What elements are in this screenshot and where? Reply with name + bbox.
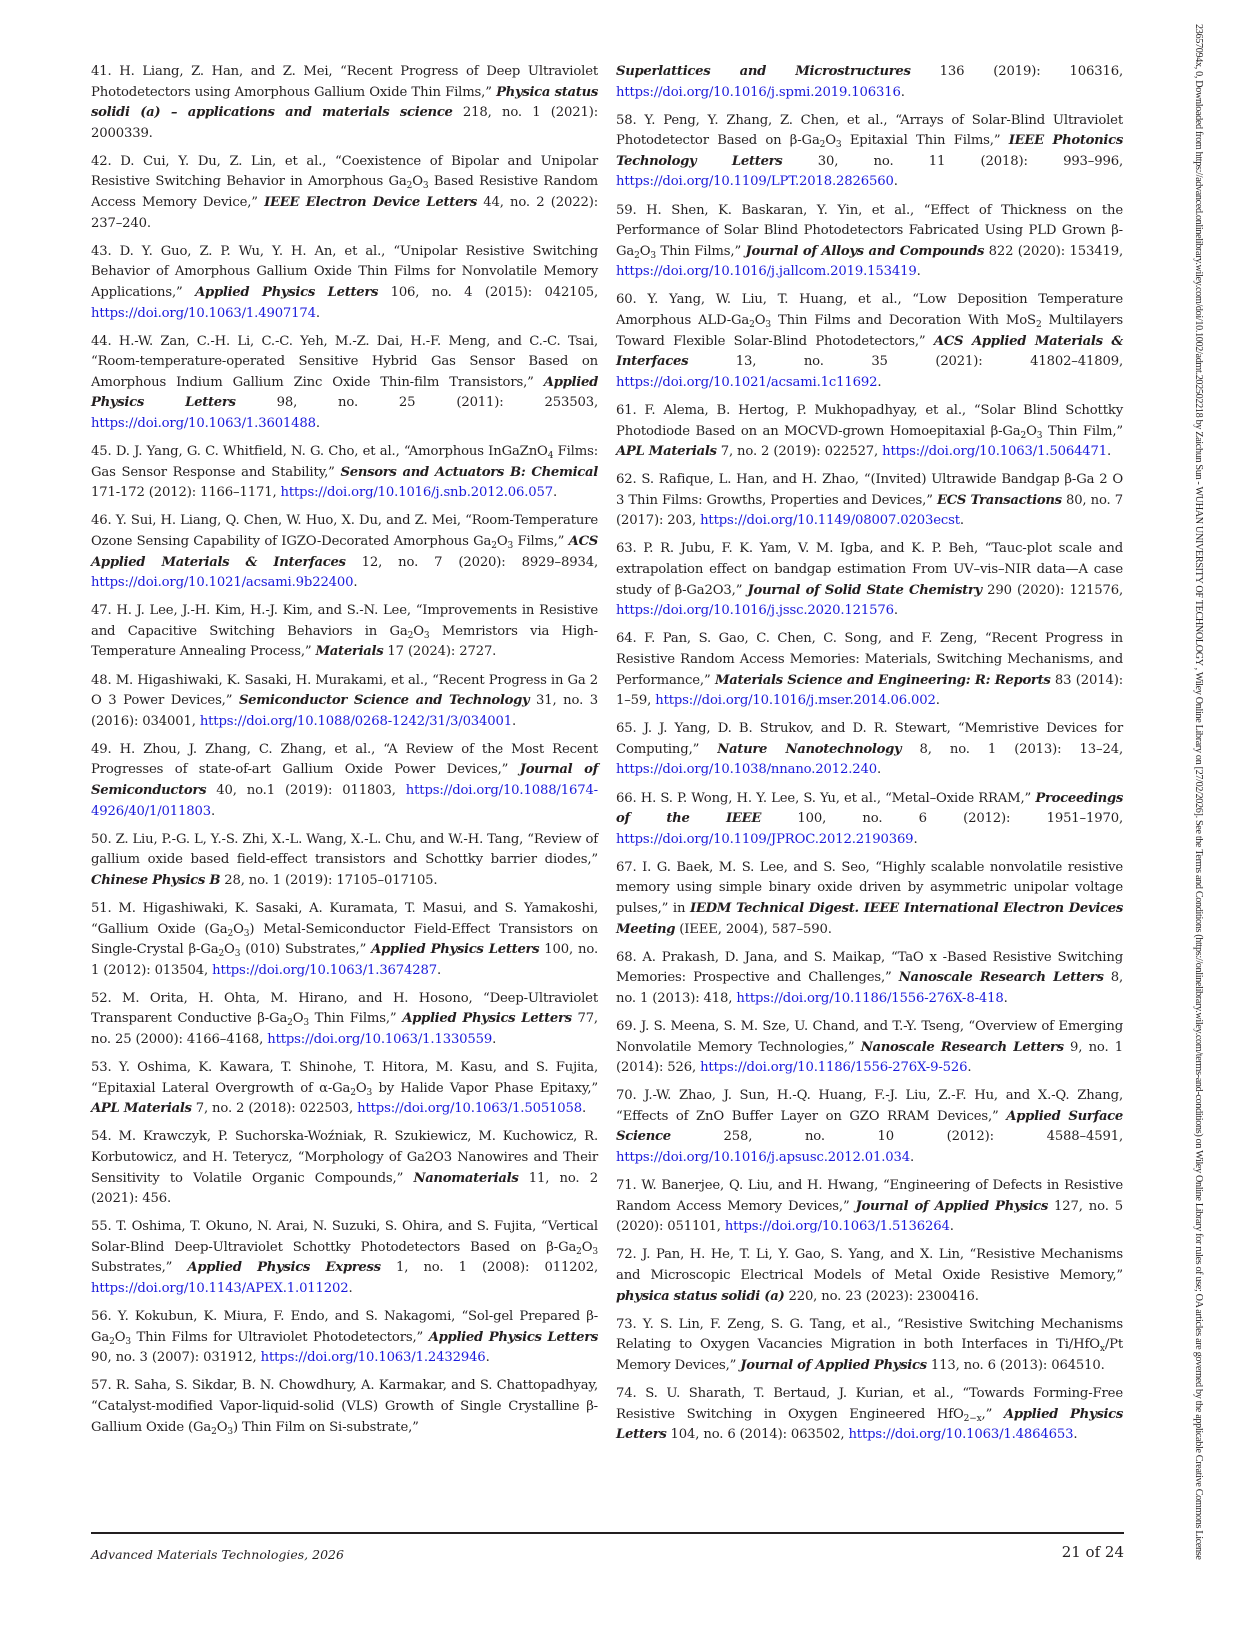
doi-link[interactable]: https://doi.org/10.1016/j.mser.2014.06.002 <box>655 693 936 709</box>
reference-text: 258, no. 10 (2012): 4588–4591, <box>670 1129 1123 1145</box>
reference-entry-64 <box>616 629 1123 711</box>
reference-text: 8, no. 1 (2013): 13–24, <box>901 741 1123 757</box>
reference-entry-71 <box>616 1176 1123 1238</box>
reference-entry-66 <box>616 789 1123 851</box>
reference-text: 136 (2019): 106316, <box>910 64 1123 79</box>
doi-link[interactable]: https://doi.org/10.1143/APEX.1.011202 <box>91 1281 349 1297</box>
doi-link[interactable]: https://doi.org/10.1063/1.5051058 <box>357 1101 583 1117</box>
journal-name: Physica status solidi (a) – applications and materials science <box>91 84 599 121</box>
reference-text: 47. H. J. Lee, J.-H. Kim, H.-J. Kim, and S.-N. Lee, “Improvements in Resistive and Capacitive Switching Behaviors in Ga <box>91 603 598 639</box>
reference-text: . <box>437 962 442 978</box>
reference-text: 73. Y. S. Lin, F. Zeng, S. G. Tang, et al., “Resistive Switching Mechanisms Relating to Oxygen Vacancies Migration in both Interfaces in Ti/HfO <box>616 1316 1123 1353</box>
reference-text: . <box>877 762 882 778</box>
journal-name: IEEE Electron Device Letters <box>264 195 477 211</box>
reference-text: . <box>353 575 358 591</box>
doi-link[interactable]: https://doi.org/10.1063/1.2432946 <box>260 1350 486 1366</box>
reference-text: O <box>413 623 424 639</box>
reference-text: O <box>412 174 423 190</box>
reference-text: . <box>877 374 882 390</box>
references-right-column <box>616 62 1123 1453</box>
reference-text: . <box>1003 990 1008 1006</box>
reference-text: 218, no. 1 (2021): 2000339. <box>91 105 598 141</box>
journal-name: Applied Physics Letters <box>616 1406 1124 1443</box>
journal-name: APL Materials <box>91 1101 192 1117</box>
reference-text: Multilayers Toward Flexible Solar-Blind Photodetectors,” <box>616 313 1124 349</box>
journal-name: Nanomaterials <box>413 1170 519 1186</box>
reference-text: Memristors via High-Temperature Annealing Process,” <box>91 623 598 660</box>
journal-name: ECS Transactions <box>936 492 1062 508</box>
journal-name: Journal of Applied Physics <box>855 1198 1048 1214</box>
reference-text: 62. S. Rafique, L. Han, and H. Zhao, “(Invited) Ultrawide Bandgap β-Ga 2 O 3 Thin Films: Growths, Properties and Devices,” <box>616 472 1123 508</box>
reference-text: 74. S. U. Sharath, T. Bertaud, J. Kurian, et al., “Towards Forming-Free Resistive Switching in Oxygen Engineered HfO <box>616 1385 1123 1422</box>
reference-text: 7, no. 2 (2019): 022527, <box>716 444 883 460</box>
reference-entry-43 <box>91 242 598 324</box>
reference-text: 113, no. 6 (2013): 064510. <box>926 1357 1105 1373</box>
subscript: 3 <box>227 1426 233 1437</box>
reference-text: 63. P. R. Jubu, F. K. Yam, V. M. Igba, and K. P. Beh, “Tauc-plot scale and extrapolation effect on bandgap estimation From UV–vis–NIR data—A case study of β-Ga2O3,” <box>616 541 1123 598</box>
reference-text: O <box>825 133 836 149</box>
reference-text: O <box>1026 423 1037 439</box>
reference-text: O <box>639 243 651 259</box>
journal-name: Superlattices and Microstructures <box>616 64 911 79</box>
reference-entry-46 <box>91 511 598 593</box>
subscript: 2 <box>406 181 413 192</box>
reference-text: . <box>315 416 320 431</box>
reference-text: 71. W. Banerjee, Q. Liu, and H. Hwang, “Engineering of Defects in Resistive Random Access Memory Devices,” <box>616 1178 1123 1214</box>
reference-text: 42. D. Cui, Y. Du, Z. Lin, et al., “Coexistence of Bipolar and Unipolar Resistive Switching Behavior in Amorphous Ga <box>91 153 598 190</box>
subscript: 3 <box>1036 430 1043 441</box>
reference-text: . <box>492 1032 497 1048</box>
doi-link[interactable]: https://doi.org/10.1016/j.jssc.2020.121576 <box>616 603 894 619</box>
subscript: 2 <box>634 250 640 261</box>
subscript: 3 <box>303 1018 309 1029</box>
subscript: 2 <box>109 1336 115 1347</box>
journal-name: Sensors and Actuators B: Chemical <box>340 464 598 480</box>
reference-entry-58 <box>616 111 1123 193</box>
reference-text: 28, no. 1 (2019): 17105–017105. <box>220 872 438 888</box>
reference-text: 70. J.-W. Zhao, J. Sun, H.-Q. Huang, F.-J. Liu, Z.-F. Hu, and X.-Q. Zhang, “Effects of ZnO Buffer Layer on GZO RRAM Devices,” <box>616 1088 1123 1124</box>
reference-text: 46. Y. Sui, H. Liang, Q. Chen, W. Huo, X. Du, and Z. Mei, “Room-Temperature Ozone Sensing Capability of IGZO-Decorated Amorphous Ga <box>91 513 598 549</box>
reference-entry-50 <box>91 830 598 892</box>
doi-link[interactable]: https://doi.org/10.1063/1.4907174 <box>91 305 316 321</box>
reference-entry-44 <box>91 332 598 435</box>
journal-name: IEDM Technical Digest. IEEE International Electron Devices Meeting <box>616 900 1123 937</box>
reference-entry-48 <box>91 671 598 733</box>
reference-entry-60 <box>616 290 1123 393</box>
subscript: 2 <box>1035 320 1042 331</box>
reference-entry-68 <box>616 948 1123 1010</box>
reference-entry-45 <box>91 442 598 504</box>
doi-link[interactable]: https://doi.org/10.1016/j.jallcom.2019.153419 <box>616 264 917 280</box>
subscript: 3 <box>592 1246 598 1257</box>
reference-text: Thin Films and Decoration With MoS <box>770 313 1036 329</box>
doi-link[interactable]: https://doi.org/10.1063/1.4864653 <box>848 1427 1074 1443</box>
reference-text: . <box>893 174 898 190</box>
reference-text: 31, no. 3 (2016): 034001, <box>91 693 598 729</box>
reference-text: 127, no. 5 (2020): 051101, <box>616 1198 1123 1235</box>
reference-text: 106, no. 4 (2015): 042105, <box>378 284 598 300</box>
reference-text: 61. F. Alema, B. Hertog, P. Mukhopadhyay, et al., “Solar Blind Schottky Photodiode Based on an MOCVD-grown Homoepitaxial β-Ga <box>616 402 1123 439</box>
reference-entry-62 <box>616 470 1123 532</box>
reference-entry-42 <box>91 152 598 234</box>
subscript: 2 <box>350 1087 356 1098</box>
reference-text: 822 (2020): 153419, <box>984 243 1123 259</box>
reference-text: 48. M. Higashiwaki, K. Sasaki, H. Murakami, et al., “Recent Progress in Ga 2 O 3 Power Devices,” <box>91 672 598 709</box>
doi-link[interactable]: https://doi.org/10.1109/JPROC.2012.2190369 <box>616 831 914 847</box>
reference-text: 53. Y. Oshima, K. Kawara, T. Shinohe, T. Hitora, M. Kasu, and S. Fujita, “Epitaxial Lateral Overgrowth of α-Ga <box>91 1060 598 1096</box>
reference-entry-72 <box>616 1245 1123 1307</box>
reference-text: Films,” <box>513 533 569 549</box>
reference-entry-54 <box>91 1127 598 1209</box>
reference-text: /Pt Memory Devices,” <box>616 1337 1123 1373</box>
reference-text: 12, no. 7 (2020): 8929–8934, <box>345 554 598 570</box>
reference-entry-61 <box>616 401 1123 463</box>
reference-entry-57 <box>91 1376 598 1438</box>
journal-name: Nature Nanotechnology <box>717 741 902 757</box>
reference-text: . <box>485 1350 490 1366</box>
subscript: 2 <box>287 1018 293 1029</box>
subscript: 2 <box>491 540 497 551</box>
reference-text: (010) Substrates,” <box>240 942 372 958</box>
doi-link[interactable]: https://doi.org/10.1063/1.5064471 <box>882 444 1108 460</box>
reference-text: 59. H. Shen, K. Baskaran, Y. Yin, et al., “Effect of Thickness on the Performance of Solar Blind Photodetectors Fabricated Using PLD Grown β-Ga <box>616 202 1123 259</box>
reference-entry-55 <box>91 1217 598 1299</box>
reference-text: 9, no. 1 (2014): 526, <box>616 1039 1123 1076</box>
journal-name: Journal of Semiconductors <box>91 762 598 798</box>
reference-text: 100, no. 6 (2012): 1951–1970, <box>761 811 1123 827</box>
doi-link[interactable]: https://doi.org/10.1016/j.apsusc.2012.01.034 <box>616 1150 911 1165</box>
reference-entry-70 <box>616 1086 1123 1168</box>
reference-text: Thin Films,” <box>655 243 746 259</box>
reference-text: 171-172 (2012): 1166–1171, <box>91 485 281 501</box>
reference-text: 58. Y. Peng, Y. Zhang, Z. Chen, et al., “Arrays of Solar-Blind Ultraviolet Photodetector Based on β-Ga <box>616 112 1123 149</box>
journal-name: Applied Physics Express <box>187 1260 381 1276</box>
reference-text: 43. D. Y. Guo, Z. P. Wu, Y. H. An, et al., “Unipolar Resistive Switching Behavior of Amorphous Gallium Oxide Thin Films for Nonvolatile Memory Applications,” <box>91 243 598 300</box>
doi-link[interactable]: https://doi.org/10.1063/1.3674287 <box>212 962 438 978</box>
journal-name: Materials Science and Engineering: R: Reports <box>714 672 1051 688</box>
journal-name: Journal of Solid State Chemistry <box>747 582 982 598</box>
reference-text: 104, no. 6 (2014): 063502, <box>666 1427 849 1443</box>
subscript: 2 <box>218 949 225 960</box>
reference-text: 65. J. J. Yang, D. B. Strukov, and D. R. Stewart, “Memristive Devices for Computing,” <box>616 721 1123 757</box>
reference-text: 7, no. 2 (2018): 022503, <box>191 1101 358 1117</box>
reference-entry-67 <box>616 858 1123 940</box>
journal-name: Journal of Applied Physics <box>740 1357 927 1373</box>
download-license-notice: 23657094x, 0, Downloaded from https://advanced.onlinelibrary.wiley.com/doi/10.1002/admt.202502218 by Zaichun Sun - WUHAN UNIVERSITY OF TECHNOLOGY , Wiley Online Library on [27/02/2026]. See the Terms and Conditions (https://onlinelibrary.wiley.com/terms-and-conditions) on Wiley Online Library for rules of use; OA articles are governed by the applicable Creative Commons License <box>1193 24 1204 1560</box>
reference-text: Epitaxial Thin Films,” <box>841 133 1009 149</box>
reference-text: . <box>211 803 216 819</box>
reference-text: 44, no. 2 (2022): 237–240. <box>91 195 598 231</box>
reference-text: 67. I. G. Baek, M. S. Lee, and S. Seo, “Highly scalable nonvolatile resistive memory using simple binary oxide driven by asymmetric unipolar voltage pulses,” in <box>616 859 1123 916</box>
reference-text: 57. R. Saha, S. Sikdar, B. N. Chowdhury, A. Karmakar, and S. Chattopadhyay, “Catalyst-modified Vapor-liquid-solid (VLS) Growth of Single Crystalline β-Gallium Oxide (Ga <box>91 1378 598 1435</box>
reference-text: 60. Y. Yang, W. Liu, T. Huang, et al., “Low Deposition Temperature Amorphous ALD-Ga <box>616 292 1123 329</box>
reference-text: 51. M. Higashiwaki, K. Sasaki, A. Kuramata, T. Masui, and S. Yamakoshi, “Gallium Oxide (Ga <box>91 900 598 937</box>
reference-text: O <box>216 1419 228 1435</box>
reference-text: . <box>949 1219 954 1235</box>
journal-name: Nanoscale Research Letters <box>860 1039 1064 1055</box>
reference-text: 100, no. 1 (2012): 013504, <box>91 942 598 978</box>
journal-name: physica status solidi (a) <box>616 1288 785 1304</box>
journal-name: Applied Physics Letters <box>371 942 540 958</box>
subscript: 2 <box>576 1246 582 1257</box>
reference-text: 90, no. 3 (2007): 031912, <box>91 1350 261 1366</box>
doi-link[interactable]: https://doi.org/10.1149/08007.0203ecst <box>700 513 960 529</box>
footer-divider <box>91 1532 1124 1534</box>
doi-link[interactable]: https://doi.org/10.1186/1556-276X-8-418 <box>736 990 1004 1006</box>
subscript: 2 <box>749 320 755 331</box>
reference-text: O <box>224 942 235 958</box>
reference-text: O <box>355 1080 367 1096</box>
doi-link[interactable]: https://doi.org/10.1109/LPT.2018.2826560 <box>616 174 894 190</box>
reference-text: 66. H. S. P. Wong, H. Y. Lee, S. Yu, et al., “Metal–Oxide RRAM,” <box>616 790 1036 806</box>
subscript: 3 <box>507 540 514 551</box>
reference-text: 40, no.1 (2019): 011803, <box>206 783 406 798</box>
reference-text: 54. M. Krawczyk, P. Suchorska-Woźniak, R. Szukiewicz, M. Kuchowicz, R. Korbutowicz, and H. Teterycz, “Morphology of Ga2O3 Nanowires and Their Sensitivity to Volatile Organic Compounds,” <box>91 1129 598 1186</box>
journal-name: Applied Physics Letters <box>195 284 379 300</box>
reference-text: . <box>582 1101 587 1117</box>
reference-text: 44. H.-W. Zan, C.-H. Li, C.-C. Yeh, M.-Z. Dai, H.-F. Meng, and C.-C. Tsai, “Room-temperature-operated Sensitive Hybrid Gas Sensor Based on Amorphous Indium Gallium Zinc Oxide Thin-film Transistors,” <box>91 333 598 390</box>
journal-name: ACS Applied Materials & Interfaces <box>616 333 1123 370</box>
reference-entry-41 <box>91 62 598 144</box>
doi-link[interactable]: https://doi.org/10.1016/j.snb.2012.06.057 <box>280 485 553 501</box>
journal-name: Materials <box>315 644 384 660</box>
reference-text: 8, no. 1 (2013): 418, <box>616 970 1124 1006</box>
journal-name: Applied Physics Letters <box>402 1011 572 1027</box>
reference-entry-53 <box>91 1058 598 1120</box>
subscript: 3 <box>765 320 771 331</box>
reference-text: 30, no. 11 (2018): 993–996, <box>782 153 1124 169</box>
reference-text: 17 (2024): 2727. <box>383 644 497 660</box>
footer-journal-name: Advanced Materials Technologies, 2026 <box>91 1547 344 1562</box>
reference-entry-69 <box>616 1017 1123 1079</box>
reference-text: 50. Z. Liu, P.-G. L, Y.-S. Zhi, X.-L. Wang, X.-L. Chu, and W.-H. Tang, “Review of gallium oxide based field-effect transistors and Schottky barrier diodes,” <box>91 831 598 868</box>
journal-name: IEEE Photonics Technology Letters <box>616 133 1123 169</box>
journal-name: Chinese Physics B <box>91 872 221 888</box>
journal-name: APL Materials <box>616 444 717 460</box>
reference-text: . <box>1107 444 1112 460</box>
reference-text: O <box>754 313 766 329</box>
doi-link[interactable]: https://doi.org/10.1063/1.1330559 <box>267 1032 493 1048</box>
subscript: 3 <box>422 181 429 192</box>
reference-text: ) Thin Film on Si-substrate,” <box>232 1419 419 1435</box>
reference-text: 98, no. 25 (2011): 253503, <box>235 395 598 411</box>
reference-text: . <box>512 713 517 729</box>
doi-link[interactable]: https://doi.org/10.1016/j.spmi.2019.106316 <box>616 84 901 100</box>
reference-text: Thin Films for Ultraviolet Photodetectors,” <box>130 1329 429 1345</box>
reference-text: 68. A. Prakash, D. Jana, and S. Maikap, “TaO x -Based Resistive Switching Memories: Prospective and Challenges,” <box>616 949 1123 986</box>
subscript: 3 <box>835 140 842 151</box>
reference-entry-74 <box>616 1384 1123 1446</box>
reference-text: 13, no. 35 (2021): 41802–41809, <box>688 354 1123 370</box>
reference-text: Based Resistive Random Access Memory Device,” <box>91 174 598 211</box>
subscript: 3 <box>423 630 430 641</box>
reference-text: . <box>348 1281 353 1297</box>
reference-text: . <box>552 485 558 501</box>
subscript: 3 <box>650 250 656 261</box>
reference-text: O <box>114 1329 126 1345</box>
reference-text: 55. T. Oshima, T. Okuno, N. Arai, N. Suzuki, S. Ohira, and S. Fujita, “Vertical Solar-Blind Deep-Ultraviolet Schottky Photodetectors Based on β-Ga <box>91 1219 598 1255</box>
subscript: 2 <box>1020 430 1027 441</box>
subscript: 3 <box>366 1087 373 1098</box>
reference-entry-57-cont <box>616 62 1123 103</box>
footer-page-number: 21 of 24 <box>1061 1543 1124 1561</box>
subscript: 2−x <box>963 1413 982 1424</box>
reference-entry-47 <box>91 601 598 663</box>
reference-entry-73 <box>616 1315 1123 1377</box>
journal-name: Applied Surface Science <box>616 1108 1124 1145</box>
reference-text: . <box>910 1150 915 1165</box>
doi-link[interactable]: https://doi.org/10.1021/acsami.9b22400 <box>91 575 354 591</box>
journal-name: Nanoscale Research Letters <box>898 970 1104 986</box>
reference-text: Substrates,” <box>91 1260 188 1276</box>
journal-name: Semiconductor Science and Technology <box>238 693 530 709</box>
reference-text: 290 (2020): 121576, <box>981 582 1123 598</box>
doi-link[interactable]: https://doi.org/10.1063/1.3601488 <box>91 416 316 431</box>
reference-text: . <box>900 84 905 100</box>
subscript: x <box>1099 1344 1105 1355</box>
reference-entry-56 <box>91 1307 598 1369</box>
reference-entry-51 <box>91 899 598 981</box>
reference-text: 56. Y. Kokubun, K. Miura, F. Endo, and S. Nakagomi, “Sol-gel Prepared β-Ga <box>91 1309 598 1345</box>
reference-entry-65 <box>616 719 1123 781</box>
reference-text: O <box>581 1239 593 1255</box>
reference-entry-52 <box>91 989 598 1051</box>
reference-text: Thin Film,” <box>1042 423 1124 439</box>
reference-text: by Halide Vapor Phase Epitaxy,” <box>372 1080 598 1096</box>
reference-text: . <box>916 264 921 280</box>
reference-text: O <box>496 533 508 549</box>
reference-text: . <box>935 693 940 709</box>
reference-text: 72. J. Pan, H. He, T. Li, Y. Gao, S. Yang, and X. Lin, “Resistive Mechanisms and Microscopic Electrical Models of Metal Oxide Resistive Memory,” <box>616 1247 1123 1283</box>
subscript: 2 <box>211 1426 217 1437</box>
doi-link[interactable]: https://doi.org/10.1021/acsami.1c11692 <box>616 374 878 390</box>
journal-name: Applied Physics Letters <box>91 374 598 411</box>
reference-text: O <box>233 921 244 937</box>
subscript: 2 <box>227 928 234 939</box>
reference-text: 1, no. 1 (2008): 011202, <box>380 1260 598 1276</box>
subscript: 3 <box>243 928 250 939</box>
reference-text: . <box>893 603 898 619</box>
reference-text: ) Metal-Semiconductor Field-Effect Transistors on Single-Crystal β-Ga <box>91 921 598 958</box>
reference-text: (IEEE, 2004), 587–590. <box>675 921 832 937</box>
journal-name: ACS Applied Materials & Interfaces <box>91 533 599 570</box>
subscript: 3 <box>125 1336 131 1347</box>
doi-link[interactable]: https://doi.org/10.1038/nnano.2012.240 <box>616 762 877 778</box>
reference-text: O <box>292 1011 304 1027</box>
reference-entry-59 <box>616 201 1123 283</box>
doi-link[interactable]: https://doi.org/10.1186/1556-276X-9-526 <box>700 1060 968 1076</box>
doi-link[interactable]: https://doi.org/10.1063/1.5136264 <box>724 1219 950 1235</box>
reference-text: 45. D. J. Yang, G. C. Whitfield, N. G. Cho, et al., “Amorphous InGaZnO <box>91 444 548 460</box>
reference-entry-49 <box>91 740 598 822</box>
reference-text: 52. M. Orita, H. Ohta, M. Hirano, and H. Hosono, “Deep-Ultraviolet Transparent Conductive β-Ga <box>91 990 598 1027</box>
doi-link[interactable]: https://doi.org/10.1088/1674-4926/40/1/011803 <box>91 783 598 819</box>
reference-text: ,” <box>981 1406 1004 1422</box>
reference-text: 41. H. Liang, Z. Han, and Z. Mei, “Recent Progress of Deep Ultraviolet Photodetectors using Amorphous Gallium Oxide Thin Films,” <box>91 64 598 100</box>
reference-text: 220, no. 23 (2023): 2300416. <box>784 1288 979 1304</box>
journal-name: Journal of Alloys and Compounds <box>745 243 985 259</box>
reference-text: 77, no. 25 (2000): 4166–4168, <box>91 1011 598 1048</box>
reference-text: 49. H. Zhou, J. Zhang, C. Zhang, et al., “A Review of the Most Recent Progresses of state-of-art Gallium Oxide Power Devices,” <box>91 741 598 778</box>
subscript: 2 <box>819 140 826 151</box>
reference-entry-63 <box>616 539 1123 621</box>
reference-text: 80, no. 7 (2017): 203, <box>616 492 1123 529</box>
reference-text: Films: Gas Sensor Response and Stability,” <box>91 444 598 480</box>
reference-text: 11, no. 2 (2021): 456. <box>91 1170 598 1207</box>
reference-text: . <box>1073 1427 1078 1443</box>
journal-name: Proceedings of the IEEE <box>616 790 1123 827</box>
reference-text: 83 (2014): 1–59, <box>616 672 1124 709</box>
reference-text: 64. F. Pan, S. Gao, C. Chen, C. Song, and F. Zeng, “Recent Progress in Resistive Random Access Memories: Materials, Switching Mechanisms, and Performance,” <box>616 631 1123 688</box>
subscript: 3 <box>234 949 241 960</box>
doi-link[interactable]: https://doi.org/10.1088/0268-1242/31/3/034001 <box>199 713 513 729</box>
reference-text: . <box>315 305 320 321</box>
subscript: 2 <box>407 630 414 641</box>
reference-text: Thin Films,” <box>308 1011 403 1027</box>
subscript: 4 <box>547 451 554 462</box>
journal-name: Applied Physics Letters <box>428 1329 598 1345</box>
reference-text: . <box>967 1060 972 1076</box>
reference-text: . <box>913 831 918 847</box>
reference-text: 69. J. S. Meena, S. M. Sze, U. Chand, and T.-Y. Tseng, “Overview of Emerging Nonvolatile Memory Technologies,” <box>616 1018 1123 1055</box>
reference-text: . <box>959 513 964 529</box>
references-left-column <box>91 62 598 1446</box>
